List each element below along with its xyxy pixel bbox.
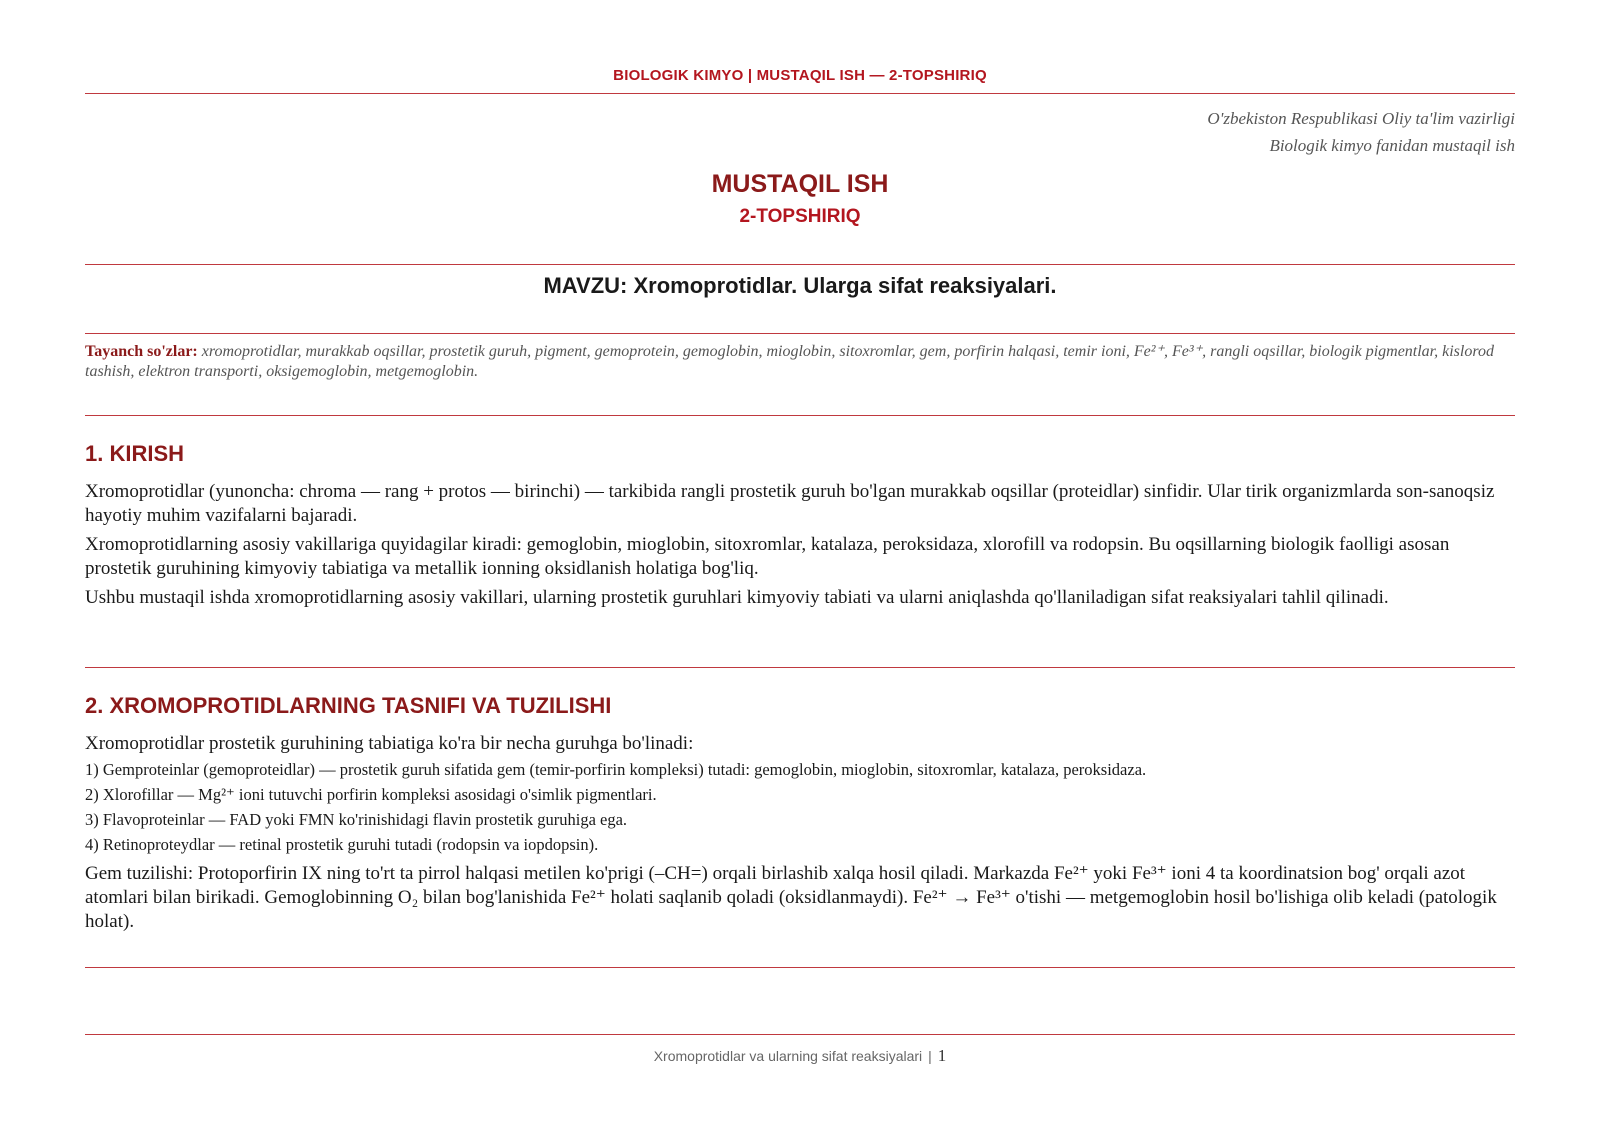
header-rule — [85, 93, 1515, 94]
document-subtitle: 2-TOPSHIRIQ — [739, 206, 861, 227]
keywords-rule — [85, 415, 1515, 416]
list-item: 1) Gemproteinlar (gemoproteidlar) — prostetik guruh sifatida gem (temir-porfirin kompleksi) tutadi: gemoglobin, mioglobin, sitoxromlar, katalaza, peroksidaza. — [85, 760, 1147, 779]
keywords-label: Tayanch so'zlar: — [85, 343, 198, 360]
keywords-block — [85, 342, 1515, 382]
section-rule — [85, 667, 1515, 668]
keywords-text: xromoprotidlar, murakkab oqsillar, prostetik guruh, pigment, gemoprotein, gemoglobin, mioglobin, sitoxromlar, gem, porfirin halqasi, temir ioni, Fe²⁺, Fe³⁺, rangli oqsillar, biologik pigmentlar, kislorod tashish, elektron transporti, oksigemoglobin, metgemoglobin. — [85, 343, 1494, 380]
course-line: Biologik kimyo fanidan mustaqil ish — [1269, 136, 1515, 155]
document-page — [85, 0, 1515, 1131]
list-item: 4) Retinoproteydlar — retinal prostetik guruhi tutadi (rodopsin va iopdopsin). — [85, 835, 599, 854]
topic-rule — [85, 333, 1515, 334]
institution-block — [1207, 105, 1515, 159]
section-heading-classification: 2. XROMOPROTIDLARNING TASNIFI VA TUZILISHI — [85, 693, 612, 718]
topic-title: MAVZU: Xromoprotidlar. Ularga sifat reaksiyalari. — [543, 273, 1057, 298]
paragraph: Gem tuzilishi: Protoporfirin IX ning to'rt ta pirrol halqasi metilen ko'prigi (–CH=) orqali birlashib xalqa hosil qiladi. Markazda Fe²⁺ yoki Fe³⁺ ioni 4 ta koordinatsion bog' orqali azot atomlari bilan birikadi. Gemoglobinning O₂ bilan bog'lanishida Fe²⁺ holati saqlanib qoladi (oksidlanmaydi). Fe²⁺ → Fe³⁺ o'tishi — metgemoglobin hosil bo'lishiga olib keladi (patologik holat). — [85, 863, 1497, 932]
page-footer — [85, 1046, 1515, 1066]
paragraph: Ushbu mustaqil ishda xromoprotidlarning asosiy vakillari, ularning prostetik guruhlari kimyoviy tabiati va ularni aniqlashda qo'llaniladigan sifat reaksiyalari tahlil qilinadi. — [85, 587, 1389, 608]
title-rule — [85, 264, 1515, 265]
institution-line: O'zbekiston Respublikasi Oliy ta'lim vazirligi — [1207, 109, 1515, 128]
paragraph: Xromoprotidlar (yunoncha: chroma — rang + protos — birinchi) — tarkibida rangli prostetik guruh bo'lgan murakkab oqsillar (proteidlar) sinfidir. Ular tirik organizmlarda son-sanoqsiz hayotiy muhim vazifalarni bajaradi. — [85, 481, 1495, 526]
footer-rule — [85, 1034, 1515, 1035]
list-item: 2) Xlorofillar — Mg²⁺ ioni tutuvchi porfirin kompleksi asosidagi o'simlik pigmentlari. — [85, 785, 657, 804]
paragraph: Xromoprotidlarning asosiy vakillariga quyidagilar kiradi: gemoglobin, mioglobin, sitoxromlar, katalaza, peroksidaza, xlorofill va rodopsin. Bu oqsillarning biologik faolligi asosan prostetik guruhining kimyoviy tabiatiga va metallik ionning oksidlanish holatiga bog'liq. — [85, 534, 1450, 579]
running-header: BIOLOGIK KIMYO | MUSTAQIL ISH — 2-TOPSHIRIQ — [613, 67, 987, 84]
section-heading-introduction: 1. KIRISH — [85, 441, 185, 466]
section-rule — [85, 967, 1515, 968]
footer-text: Xromoprotidlar va ularning sifat reaksiyalari — [653, 1048, 923, 1064]
footer-separator: | — [928, 1048, 932, 1064]
page-number: 1 — [937, 1046, 947, 1065]
paragraph: Xromoprotidlar prostetik guruhining tabiatiga ko'ra bir necha guruhga bo'linadi: — [85, 733, 694, 754]
list-item: 3) Flavoproteinlar — FAD yoki FMN ko'rinishidagi flavin prostetik guruhiga ega. — [85, 810, 628, 829]
document-title: MUSTAQIL ISH — [711, 170, 889, 198]
